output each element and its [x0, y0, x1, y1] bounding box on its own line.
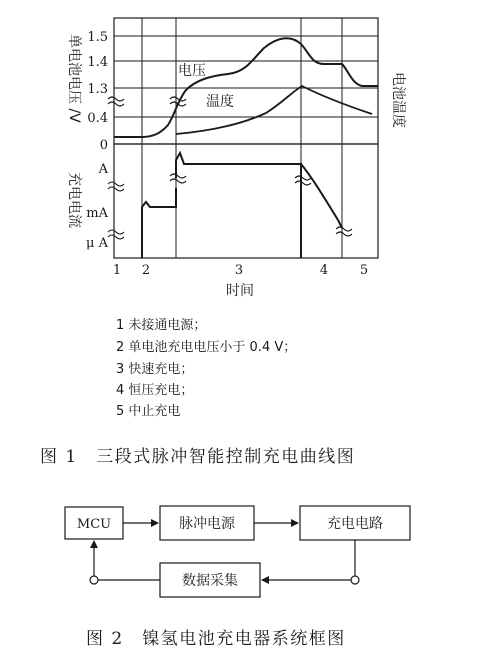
y-tick-label: 1.4 — [87, 55, 108, 70]
feedback-node-right — [351, 576, 359, 584]
system-block-diagram — [65, 506, 410, 649]
legend-item: 4 恒压充电； — [116, 383, 194, 398]
feedback-node-left — [90, 576, 98, 584]
current-curve — [142, 153, 342, 258]
mcu-block-label: MCU — [76, 517, 112, 532]
upper-plot-frame — [114, 18, 378, 144]
data-acquisition-block-label: 数据采集 — [182, 573, 238, 589]
figure-2-caption: 图 2 镍氢电池充电器系统框图 — [86, 629, 346, 649]
y-tick-label: 1.5 — [87, 30, 108, 45]
figure-1-caption: 图 1 三段式脉冲智能控制充电曲线图 — [40, 447, 356, 467]
lower-plot-frame — [114, 144, 378, 258]
x-tick-label: 4 — [319, 263, 329, 278]
charge-curve-chart — [40, 18, 407, 467]
x-tick-label: 1 — [112, 263, 122, 278]
legend-item: 1 未接通电源； — [116, 318, 207, 333]
legend-item: 5 中止充电 — [116, 404, 181, 419]
y-tick-label: 0 — [99, 138, 108, 153]
x-tick-label: 5 — [359, 263, 369, 278]
temperature-label: 温度 — [206, 94, 234, 110]
y-tick-label: 1.3 — [87, 82, 108, 97]
charge-circuit-block-label: 充电电路 — [327, 516, 383, 532]
legend-item: 3 快速充电； — [116, 362, 194, 377]
y-tick-label: A — [98, 162, 108, 177]
x-axis-label: 时间 — [226, 283, 254, 299]
right-y-axis-label: 电池温度 — [390, 72, 406, 128]
vertical-gridlines — [142, 18, 342, 258]
x-tick-label: 2 — [141, 263, 151, 278]
x-tick-label: 3 — [234, 263, 244, 278]
legend-item: 2 单电池充电电压小于 0.4 V； — [116, 340, 297, 355]
pulse-power-block-label: 脉冲电源 — [179, 516, 235, 532]
upper-y-axis-label: 单电池电压 /V — [66, 34, 82, 123]
axis-break-marks — [108, 97, 352, 239]
voltage-label: 电压 — [178, 63, 206, 79]
y-tick-label: μ A — [86, 236, 108, 251]
horizontal-gridlines — [114, 36, 378, 117]
y-tick-label: mA — [86, 206, 108, 221]
lower-y-axis-label: 充电电流 — [66, 172, 82, 228]
y-tick-label: 0.4 — [87, 111, 108, 126]
